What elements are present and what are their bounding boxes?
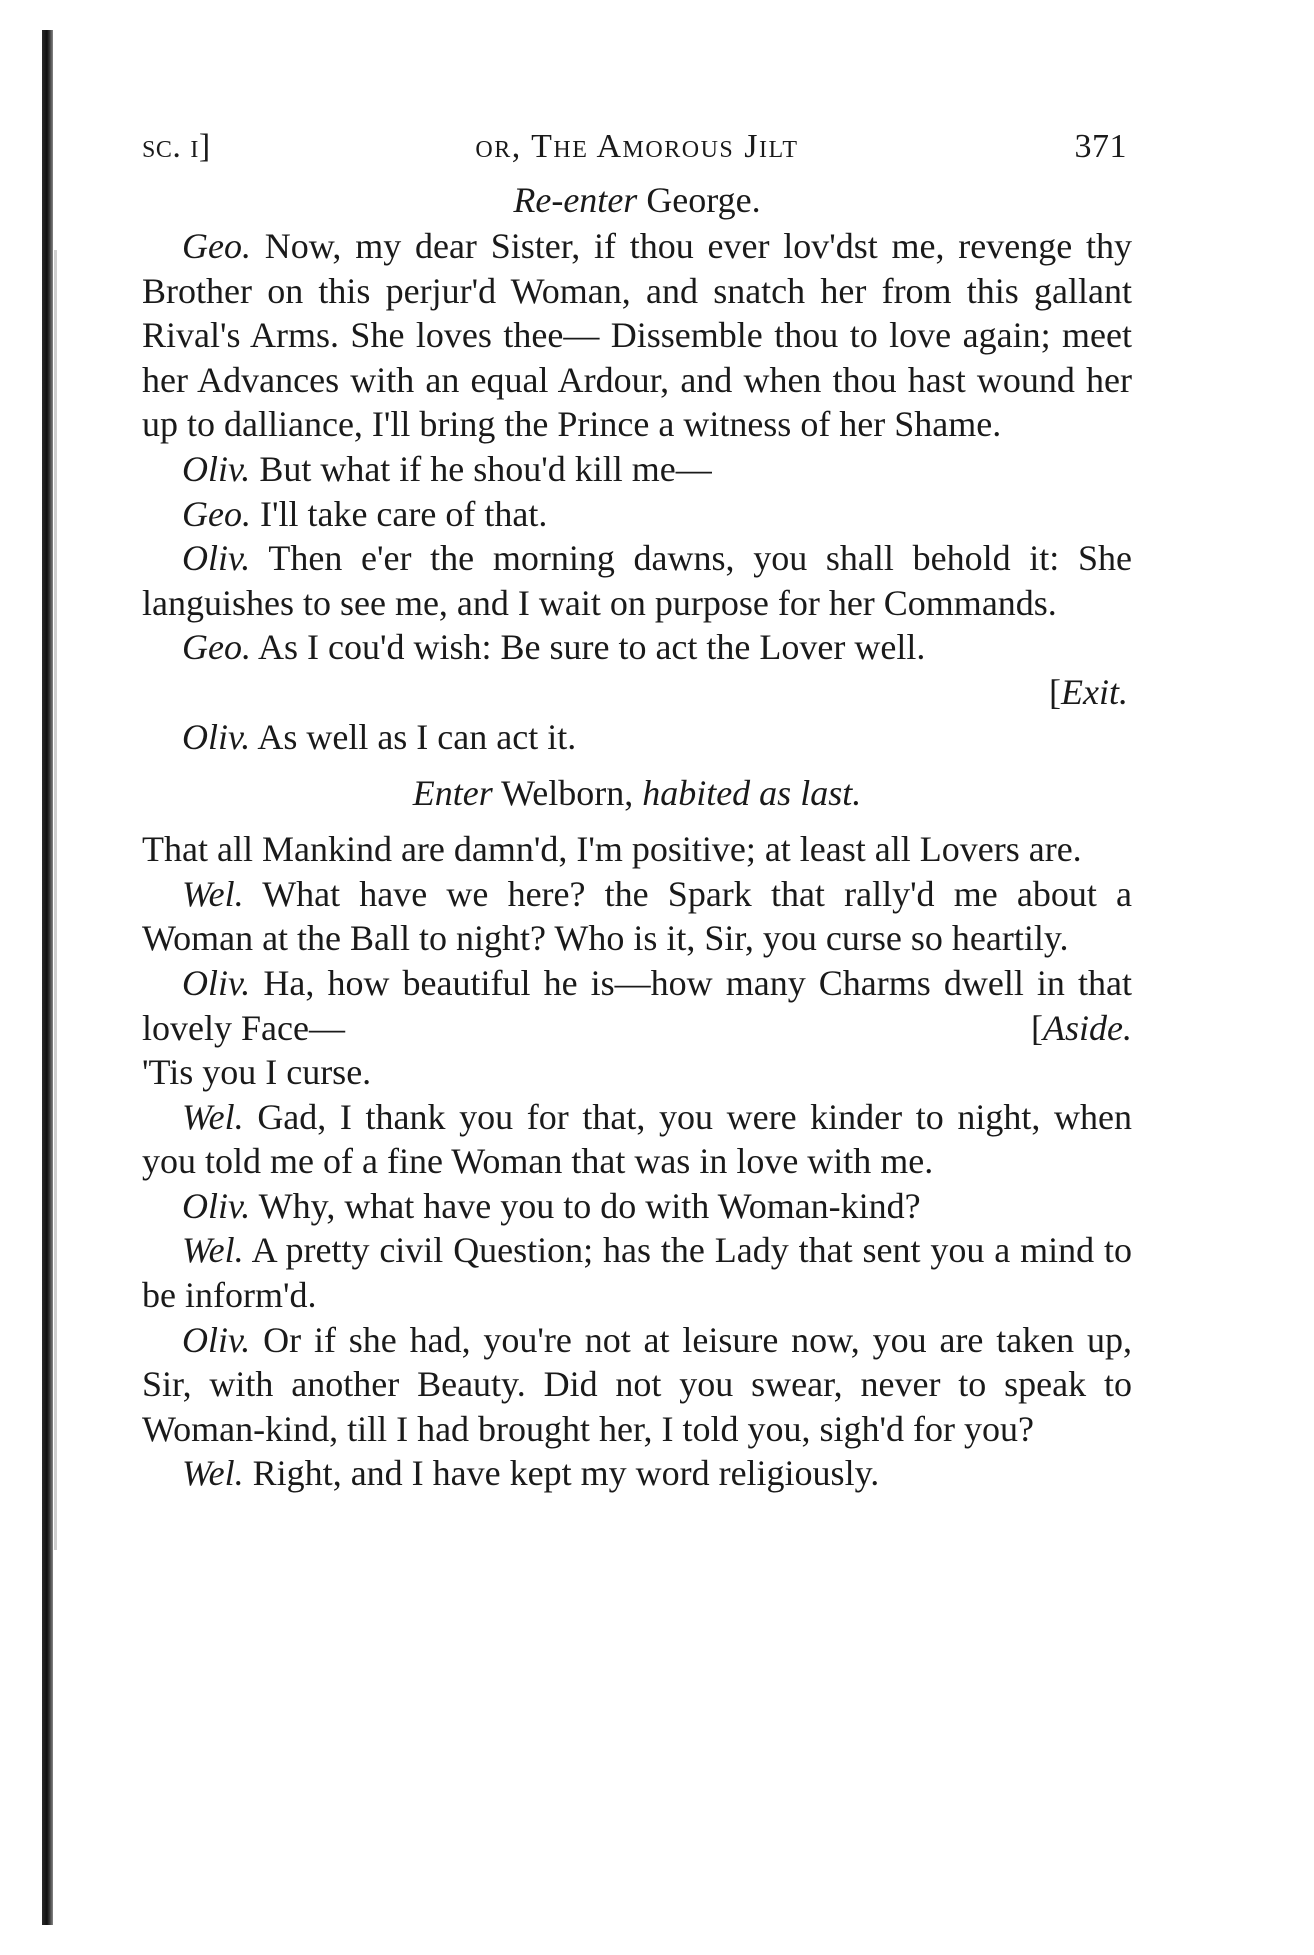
exit-direction — [142, 670, 1132, 715]
speech-line — [142, 715, 1132, 760]
speech-line — [142, 625, 1132, 670]
speech-line — [142, 1095, 1132, 1184]
speaker-name: Oliv. — [182, 962, 251, 1003]
speaker-name: Wel. — [182, 1230, 244, 1271]
stage-direction-verb: Re-enter — [513, 180, 638, 220]
speaker-name: Geo. — [182, 226, 251, 266]
speech-text: A pretty civil Question; has the Lady that sent you a mind to be inform'd. — [142, 1230, 1133, 1316]
speech-line — [142, 1228, 1132, 1317]
speech-line — [142, 1451, 1132, 1496]
speech-line — [142, 492, 1132, 537]
speech-line — [142, 224, 1132, 447]
speech-text: Or if she had, you're not at leisure now, you are taken up, Sir, with another Beauty. Did not you swear, never to speak to Woman-kind, till I had brought her, I told you, sigh'd for you? — [142, 1319, 1133, 1449]
aside-text: Aside. — [1043, 1007, 1132, 1048]
speech-line — [142, 536, 1132, 625]
speaker-name: Oliv. — [182, 448, 251, 489]
speech-text: As well as I can act it. — [257, 716, 577, 757]
stage-direction-reenter — [142, 176, 1132, 224]
page-number: 371 — [1074, 128, 1127, 165]
speech-text: Ha, how beautiful he is—how many Charms dwell in that lovely Face— — [142, 962, 1133, 1048]
stage-direction-note: habited as last. — [642, 773, 862, 814]
stage-direction-enter — [142, 769, 1132, 817]
speaker-name: Wel. — [182, 1453, 244, 1494]
speech-line — [142, 1184, 1132, 1229]
speech-line — [142, 1318, 1132, 1452]
speaker-name: Oliv. — [182, 716, 251, 757]
running-head — [142, 128, 1132, 174]
speech-continuation — [142, 1050, 1132, 1095]
speaker-name: Geo. — [182, 493, 251, 534]
page-binding-shadow — [54, 250, 57, 1550]
speech-text: What have we here? the Spark that rally'd me about a Woman at the Ball to night? Who is it, Sir, you curse so heartily. — [142, 873, 1132, 959]
page-binding-edge — [42, 30, 53, 1925]
aside-direction — [991, 1006, 1132, 1051]
speech-line — [142, 447, 1132, 492]
speaker-name: Oliv. — [182, 1319, 251, 1360]
speaker-name: Wel. — [182, 873, 244, 914]
scene-marker: sc. i] — [142, 128, 211, 165]
speech-text: Right, and I have kept my word religiously. — [252, 1453, 880, 1494]
book-page — [142, 128, 1132, 1496]
speech-text: Gad, I thank you for that, you were kinder to night, when you told me of a fine Woman that was in love with me. — [142, 1096, 1133, 1182]
speech-text: Now, my dear Sister, if thou ever lov'dst me, revenge thy Brother on this perjur'd Woman, and snatch her from this gallant Rival's Arms. She loves thee— Dissemble thou to love again; meet her Advances with an equal Ardour, and when thou hast wound her up to dalliance, I'll bring the Prince a witness of her Shame. — [142, 226, 1133, 445]
stage-direction-character: Welborn, — [501, 773, 634, 814]
unattributed-speech — [142, 827, 1132, 872]
speech-text: That all Mankind are damn'd, I'm positive; at least all Lovers are. — [142, 829, 1082, 870]
speech-text: Then e'er the morning dawns, you shall behold it: She languishes to see me, and I wait on purpose for her Commands. — [142, 538, 1132, 623]
speech-text: Why, what have you to do with Woman-kind? — [258, 1185, 921, 1226]
speaker-name: Wel. — [182, 1096, 244, 1137]
stage-direction-character: George. — [646, 180, 761, 220]
speech-line — [142, 872, 1132, 961]
speech-text: I'll take care of that. — [259, 493, 548, 534]
speech-text: 'Tis you I curse. — [142, 1052, 372, 1093]
speech-text: But what if he shou'd kill me— — [259, 448, 712, 489]
direction-bracket: [ — [1049, 671, 1062, 712]
speaker-name: Oliv. — [182, 1185, 251, 1226]
speech-text: As I cou'd wish: Be sure to act the Lover well. — [258, 627, 926, 668]
speaker-name: Oliv. — [182, 538, 251, 579]
direction-bracket: [ — [1031, 1007, 1044, 1048]
speech-line-aside — [142, 961, 1132, 1050]
speaker-name: Geo. — [182, 627, 251, 668]
exit-text: Exit. — [1061, 671, 1128, 712]
running-title: or, The Amorous Jilt — [475, 128, 799, 165]
stage-direction-verb: Enter — [412, 773, 493, 814]
